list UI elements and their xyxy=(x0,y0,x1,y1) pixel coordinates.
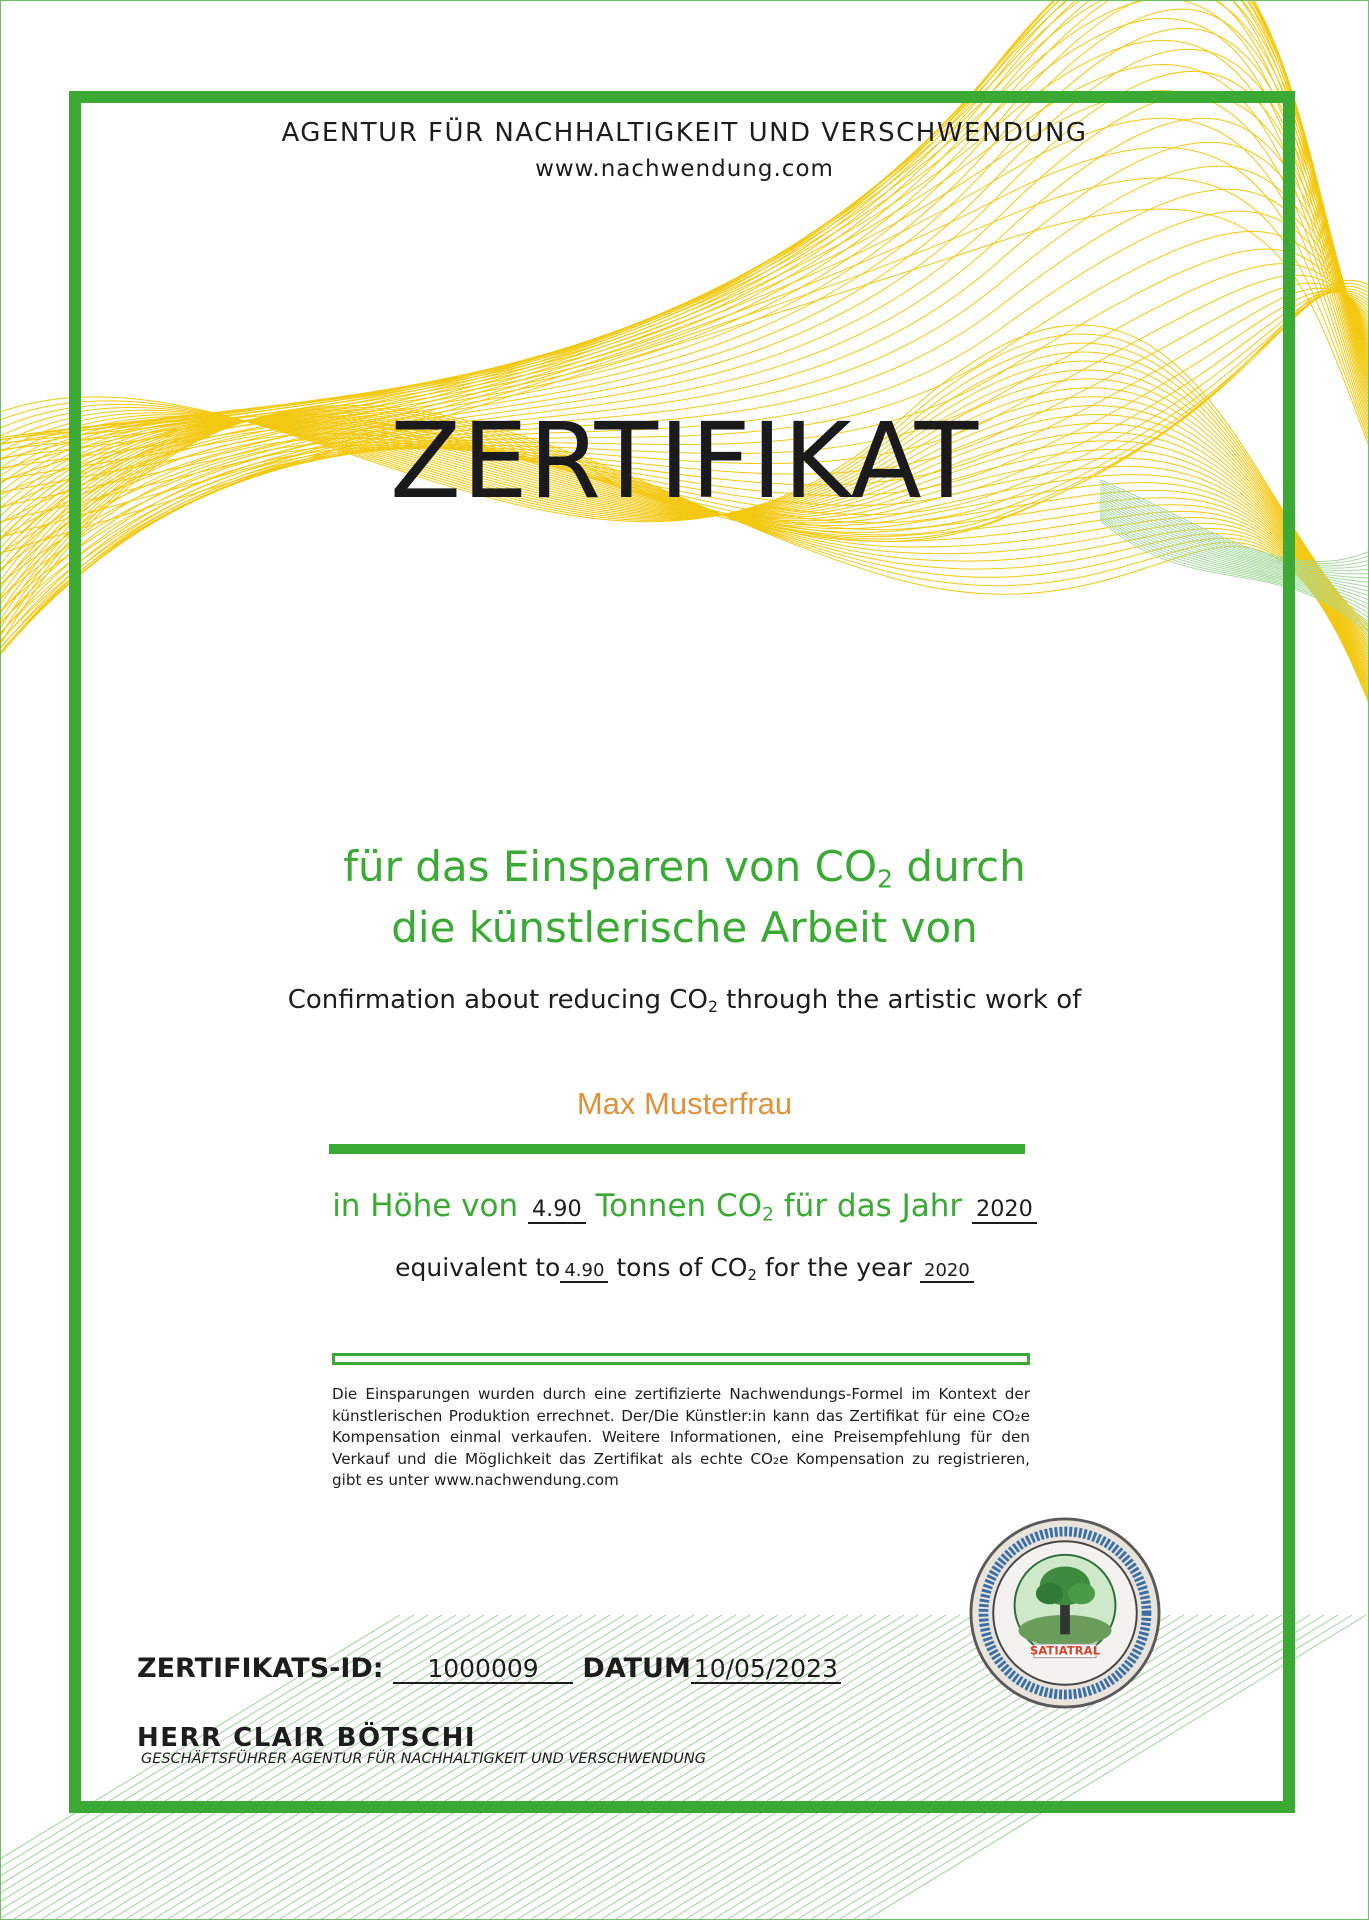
amount-german xyxy=(0,1188,1369,1226)
signer-name: HERR CLAIR BÖTSCHI xyxy=(137,1723,477,1753)
amount-en-year-label: for the year xyxy=(757,1253,920,1282)
subheading-text: Confirmation about reducing CO xyxy=(287,985,708,1015)
subheading-co2-subscript: 2 xyxy=(707,997,718,1016)
amount-en-unit: tons of CO xyxy=(608,1253,748,1282)
amount-de-year-label: für das Jahr xyxy=(773,1188,972,1224)
agency-website: www.nachwendung.com xyxy=(535,156,834,182)
amount-de-value: 4.90 xyxy=(528,1197,586,1224)
agency-name: AGENTUR FÜR NACHHALTIGKEIT UND VERSCHWENDUNG xyxy=(281,118,1088,148)
recipient-name: Max Musterfrau xyxy=(576,1086,793,1121)
heading-line-1-end: durch xyxy=(893,842,1026,891)
certificate-id-label: ZERTIFIKATS-ID: xyxy=(137,1653,384,1684)
date-value: 10/05/2023 xyxy=(691,1656,841,1684)
amount-de-year: 2020 xyxy=(972,1197,1037,1224)
subheading-text-end: through the artistic work of xyxy=(717,985,1082,1015)
amount-english xyxy=(0,1253,1369,1284)
signer-role: GESCHÄFTSFÜHRER AGENTUR FÜR NACHHALTIGKEIT UND VERSCHWENDUNG xyxy=(141,1751,707,1767)
heading-co2-subscript: 2 xyxy=(877,864,894,894)
amount-en-prefix: equivalent to xyxy=(395,1253,561,1282)
name-underline-bar xyxy=(329,1144,1025,1154)
amount-de-prefix: in Höhe von xyxy=(332,1188,528,1224)
amount-en-year: 2020 xyxy=(920,1261,974,1283)
outline-divider-bar xyxy=(332,1353,1030,1365)
seal-label: SATIATRAL xyxy=(1029,1643,1101,1658)
info-paragraph: Die Einsparungen wurden durch eine zertifizierte Nachwendungs-Formel im Kontext der künstlerischen Produktion errechnet. Der/Die Künstler:in kann das Zertifikat für eine CO₂e Kompensation einmal verkaufen. Weitere Informationen, eine Preisempfehlung für den Verkauf und die Möglichkeit das Zertifikat als echte CO₂e Kompensation zu registrieren, gibt es unter www.nachwendung.com xyxy=(332,1385,1030,1489)
certificate-title: ZERTIFIKAT xyxy=(389,400,980,522)
english-subheading xyxy=(0,985,1369,1016)
certificate-id-row xyxy=(137,1653,841,1684)
heading-line-1-text: für das Einsparen von CO xyxy=(343,842,878,891)
amount-en-co2-subscript: 2 xyxy=(747,1265,758,1284)
seal-icon xyxy=(968,1516,1162,1710)
amount-en-value: 4.90 xyxy=(560,1261,608,1283)
amount-de-unit: Tonnen CO xyxy=(585,1188,763,1224)
heading-line-2: die künstlerische Arbeit von xyxy=(391,903,978,952)
certificate-id-value: 1000009 xyxy=(393,1656,573,1684)
date-label: DATUM xyxy=(582,1653,691,1684)
amount-de-co2-subscript: 2 xyxy=(762,1204,774,1226)
heading-line-1 xyxy=(0,842,1369,893)
